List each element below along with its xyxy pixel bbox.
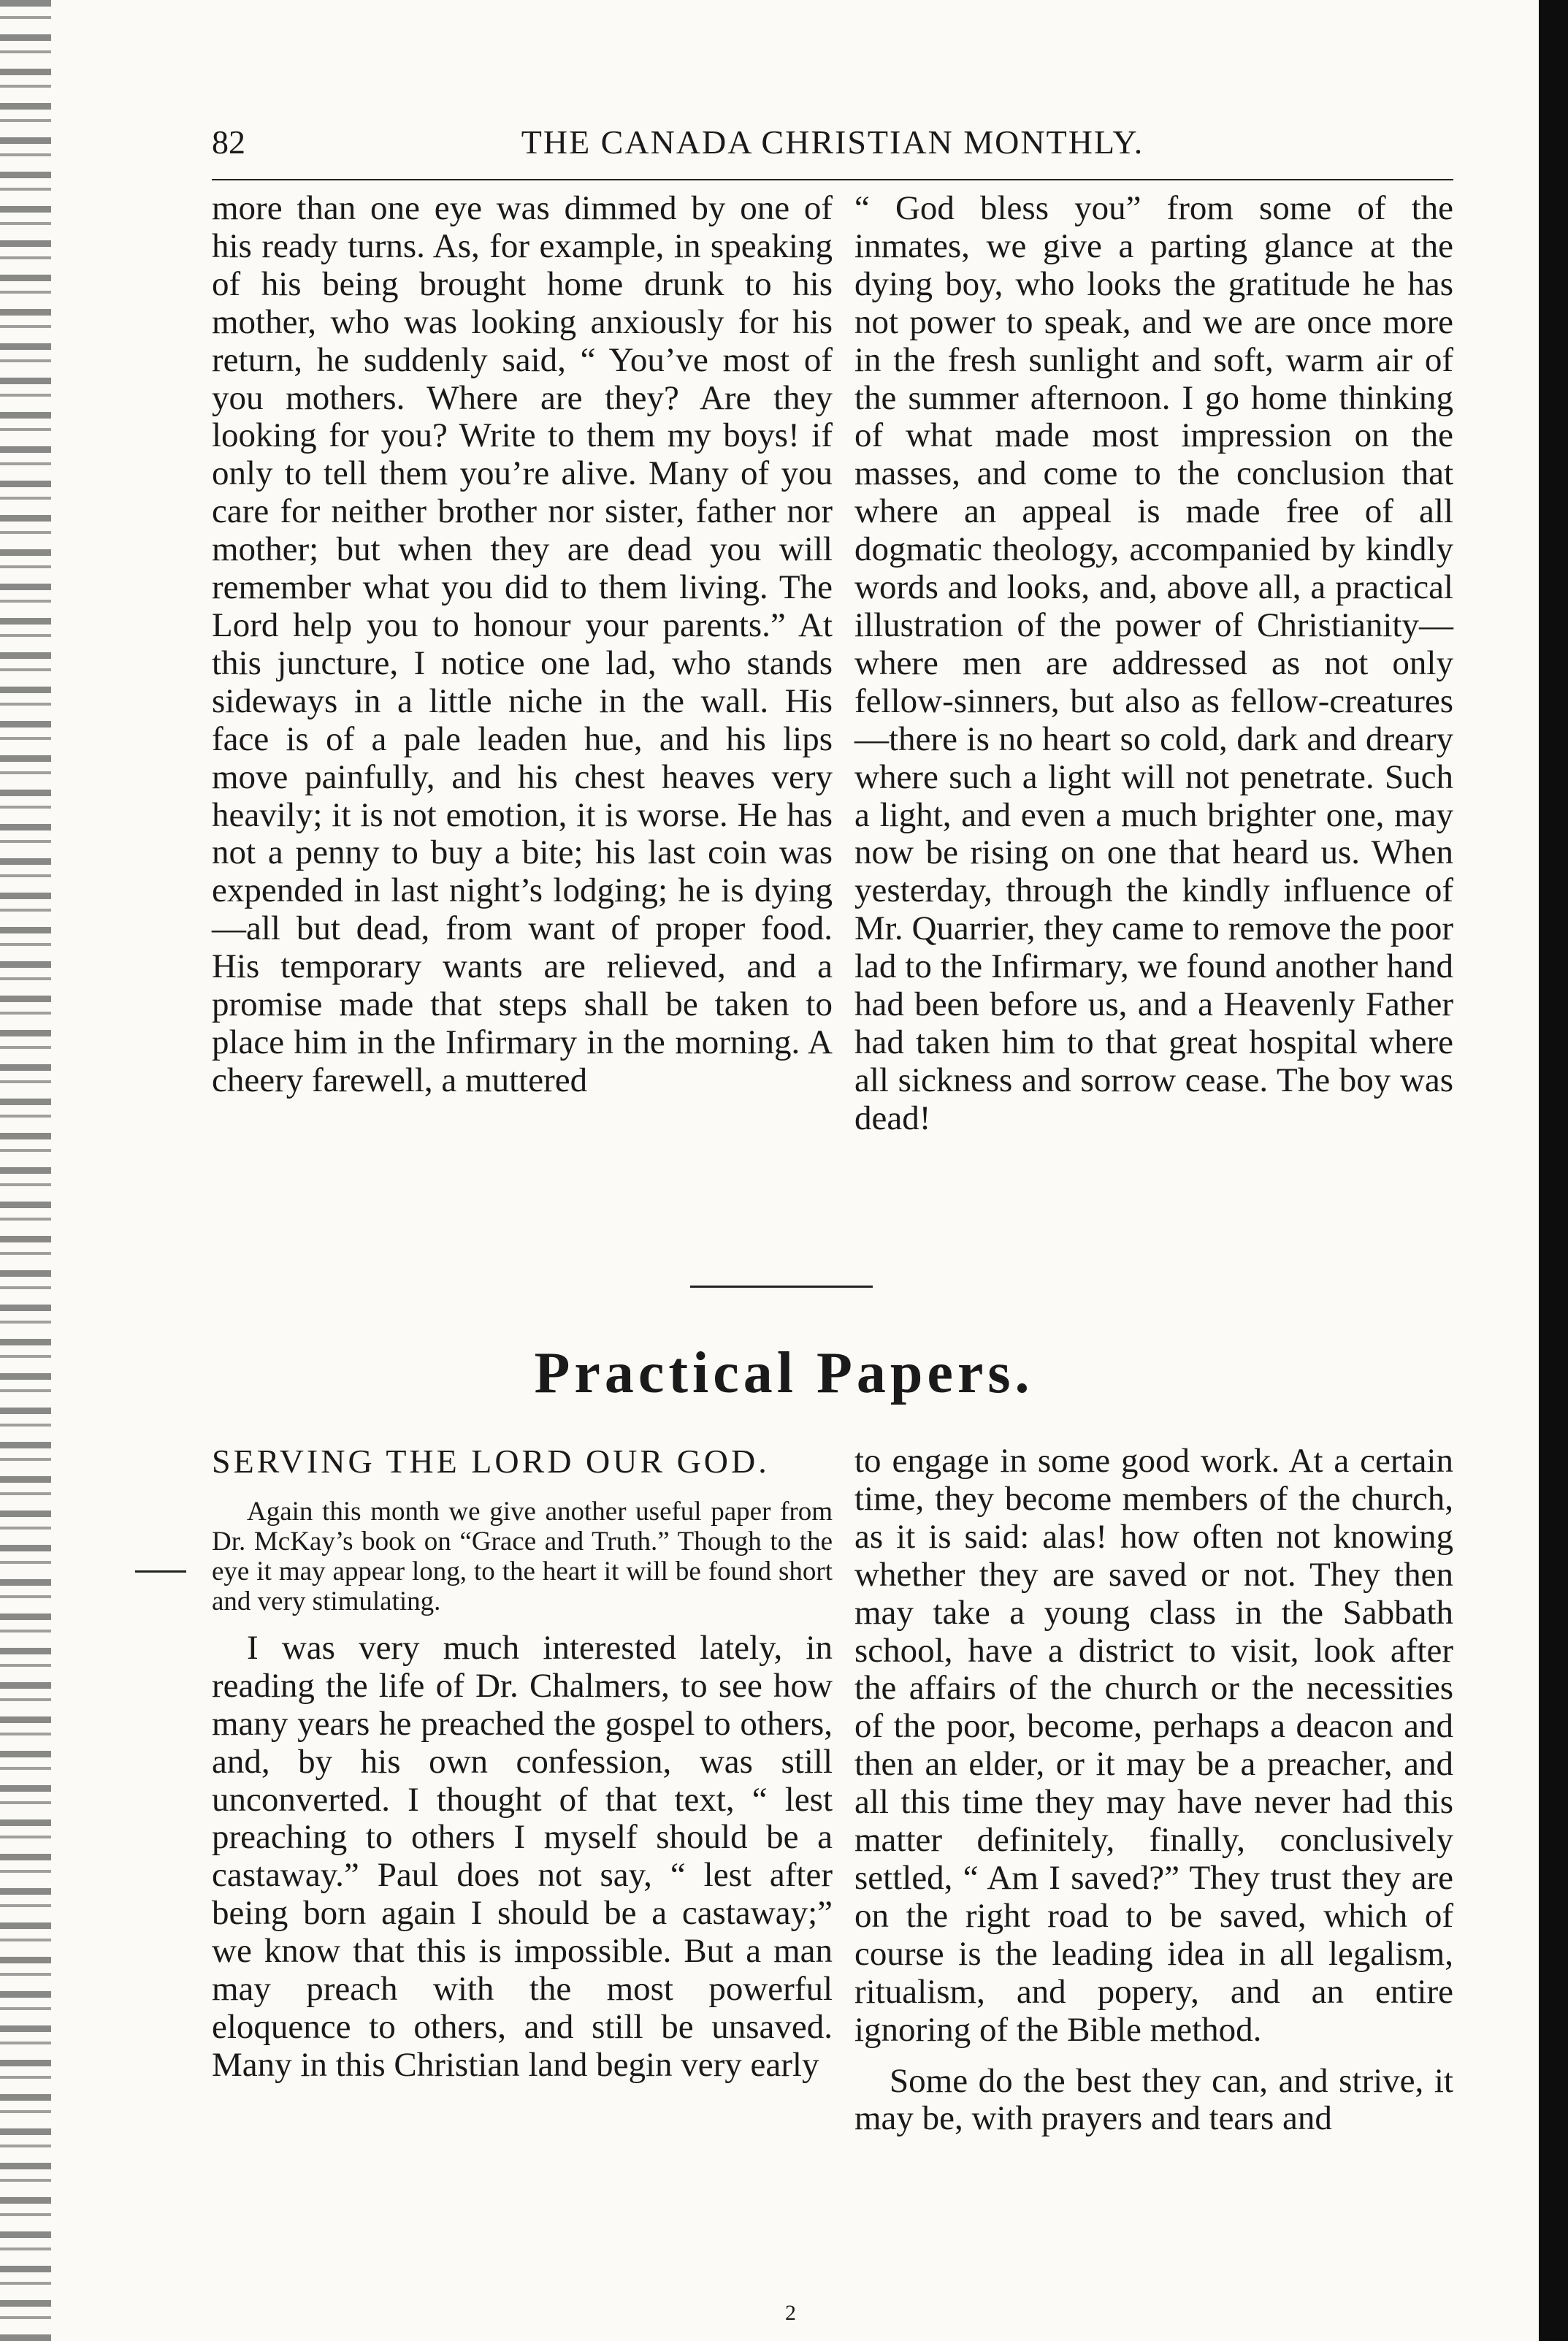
top-right-column [854,190,1453,1138]
article-right-paragraph-2: Some do the best they can, and strive, it may be, with prayers and tears and [854,2061,1453,2138]
article-right-paragraph: to engage in some good work. At a certain time, they become members of the church, as it is said: alas! how often not knowing whether they are saved or not. They then may take a young class in the Sabbath school, have a district to visit, look after the affairs of the church or the necessities of the poor, become, perhaps a deacon and then an elder, or it may be a preacher, and all this time they may have never had this matter definitely, finally, conclusively settled, “ Am I saved?” They trust they are on the right road to be saved, which of course is the leading idea in all legalism, ritualism, and popery, and an entire ignoring of the Bible method. [854,1442,1453,2049]
article-title: SERVING THE LORD OUR GOD. [212,1443,770,1480]
running-title: THE CANADA CHRISTIAN MONTHLY. [521,123,1144,161]
margin-mark [135,1570,186,1573]
article-right-column [854,1443,1453,2138]
article-left-paragraph: I was very much interested lately, in reading the life of Dr. Chalmers, to see how many years he preached the gospel to others, and, by his own confession, was still unconverted. I thought of that text, “ lest preaching to others I myself should be a castaway.” Paul does not say, “ lest after being born again I should be a castaway;” we know that this is impossible. But a man may preach with the most powerful eloquence to others, and still be unsaved. Many in this Christian land begin very early [212,1628,833,2084]
top-left-column [212,190,833,1100]
article-intro: Again this month we give another useful paper from Dr. McKay’s book on “Grace and Truth.” Though to the eye it may appear long, to the heart it will be found short and very stimulating. [212,1496,833,1616]
section-heading: Practical Papers. [534,1341,1034,1405]
page-number: 82 [212,123,245,161]
scanned-left-edge [0,0,51,2341]
article-left-column [212,1443,833,2085]
section-separator-rule [690,1286,873,1288]
top-right-paragraph: “ God bless you” from some of the inmates, we give a parting glance at the dying boy, who looks the gratitude he has not power to speak, and we are once more in the fresh sunlight and soft, warm air of the summer afternoon. I go home thinking of what made most impression on the masses, and come to the conclusion that where an appeal is made free of all dogmatic theology, accompanied by kindly words and looks, and, above all, a practical illustration of the power of Christianity—where men are addressed as not only fellow-sinners, but also as fellow-creatures—there is no heart so cold, dark and dreary where such a light will not penetrate. Such a light, and even a much brighter one, may now be rising on one that heard us. When yesterday, through the kindly influence of Mr. Quarrier, they came to remove the poor lad to the Infirmary, we found another hand had been before us, and a Heavenly Father had taken him to that great hospital where all sickness and sorrow cease. The boy was dead! [854,189,1453,1137]
footer-mark: 2 [785,2301,796,2325]
page-header [212,123,1453,167]
top-left-paragraph: more than one eye was dimmed by one of his ready turns. As, for example, in speaking of his being brought home drunk to his mother, who was looking anxiously for his return, he suddenly said, “ You’ve most of you mothers. Where are they? Are they looking for you? Write to them my boys! if only to tell them you’re alive. Many of you care for neither brother nor sister, father nor mother; but when they are dead you will remember what you did to them living. The Lord help you to honour your parents.” At this juncture, I notice one lad, who stands sideways in a little niche in the wall. His face is of a pale leaden hue, and his lips move painfully, and his chest heaves very heavily; it is not emotion, it is worse. He has not a penny to buy a bite; his last coin was expended in last night’s lodging; he is dying—all but dead, from want of proper food. His temporary wants are relieved, and a promise made that steps shall be taken to place him in the Infirmary in the morning. A cheery farewell, a muttered [212,189,833,1099]
scanned-right-border [1539,0,1568,2341]
header-rule [212,179,1453,180]
